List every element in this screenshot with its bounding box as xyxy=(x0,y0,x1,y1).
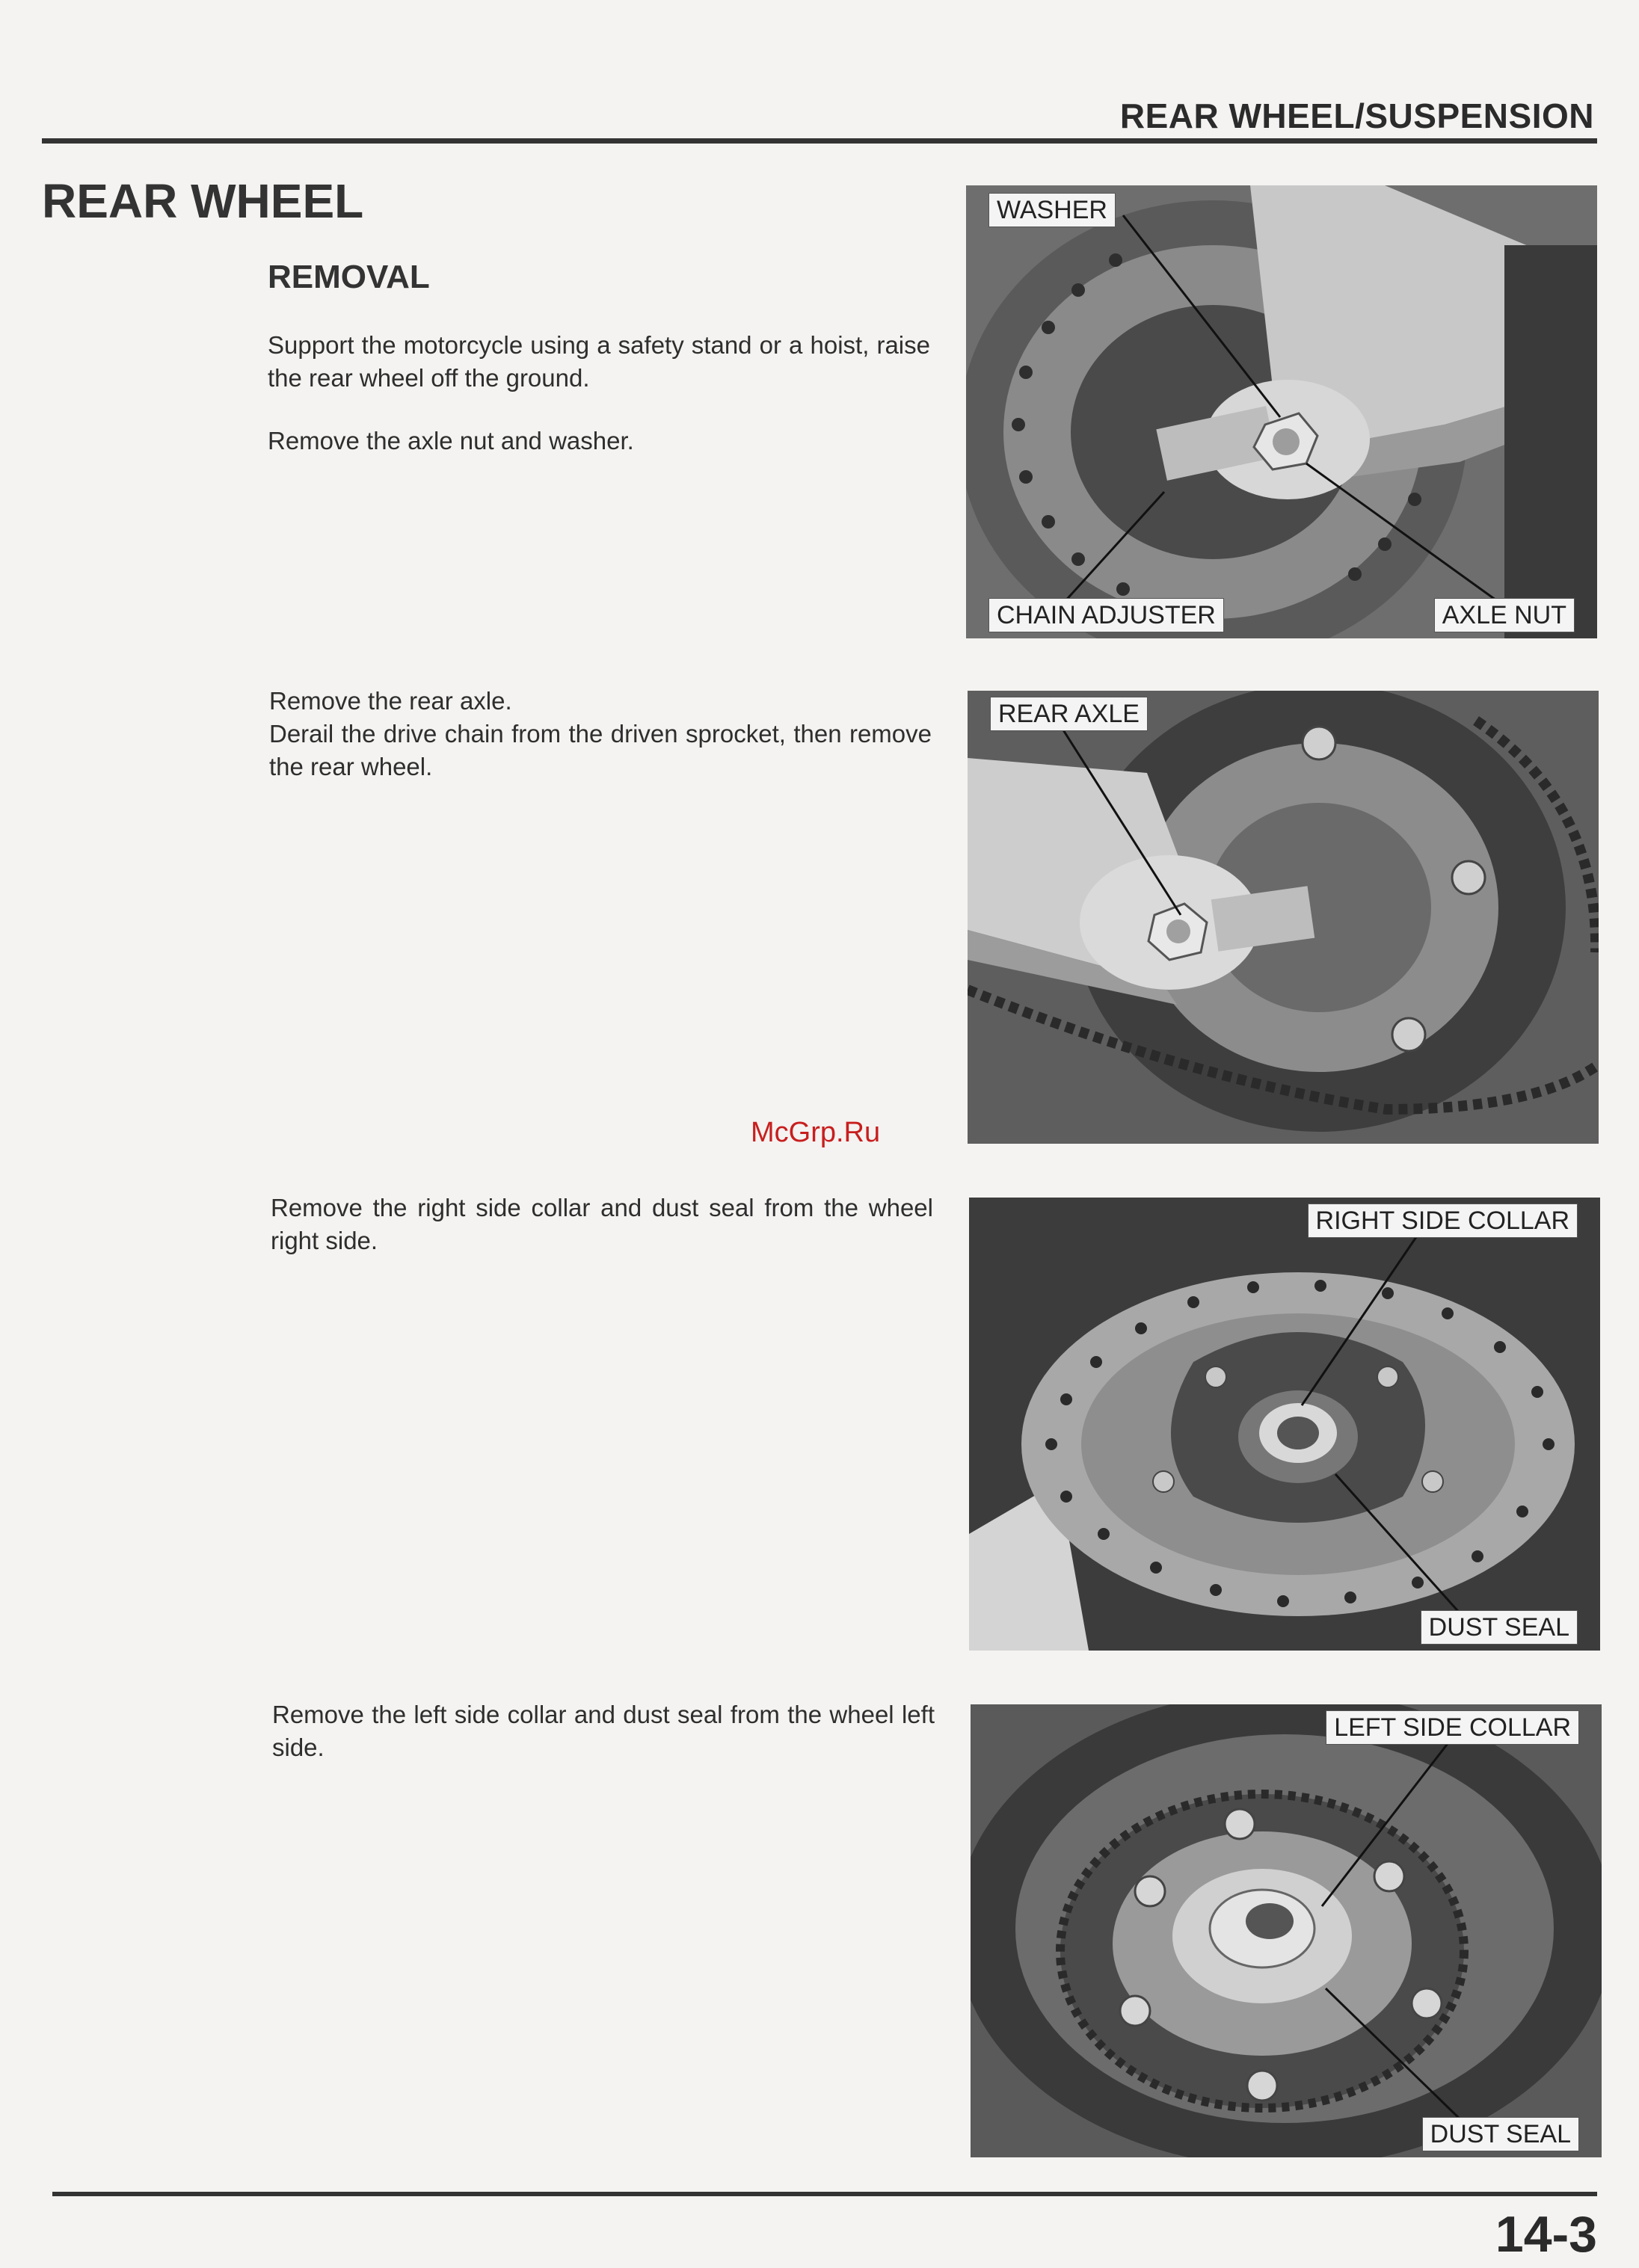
page-number: 14-3 xyxy=(1495,2206,1597,2263)
watermark: McGrp.Ru xyxy=(751,1117,881,1148)
step-1-text xyxy=(268,329,930,457)
label-chain-adjuster: CHAIN ADJUSTER xyxy=(988,598,1224,632)
step-3-paragraph-1: Remove the right side collar and dust seal from the wheel right side. xyxy=(271,1194,933,1254)
label-dust-seal-left: DUST SEAL xyxy=(1422,2117,1579,2151)
photo-axle-nut xyxy=(966,185,1597,638)
photo-rear-axle xyxy=(968,691,1599,1144)
photo-axle-nut-illustration xyxy=(966,185,1597,638)
step-2-paragraph-1: Remove the rear axle. xyxy=(269,687,512,715)
photo-right-side-collar-illustration xyxy=(969,1198,1600,1651)
label-rear-axle: REAR AXLE xyxy=(990,697,1148,731)
label-right-side-collar: RIGHT SIDE COLLAR xyxy=(1308,1204,1578,1238)
step-2-text xyxy=(269,685,932,783)
section-subtitle: REMOVAL xyxy=(268,259,430,295)
step-3-text xyxy=(271,1192,933,1257)
page-title: REAR WHEEL xyxy=(42,174,364,228)
step-1-paragraph-1: Support the motorcycle using a safety stand or a hoist, raise the rear wheel off the ground. xyxy=(268,331,930,392)
step-4-text xyxy=(272,1698,935,1764)
footer-rule xyxy=(52,2192,1597,2196)
photo-left-side-collar xyxy=(971,1704,1602,2157)
step-2-paragraph-2: Derail the drive chain from the driven sprocket, then remove the rear wheel. xyxy=(269,720,932,780)
step-4-paragraph-1: Remove the left side collar and dust seal from the wheel left side. xyxy=(272,1701,935,1761)
step-1-paragraph-2: Remove the axle nut and washer. xyxy=(268,427,634,454)
label-left-side-collar: LEFT SIDE COLLAR xyxy=(1326,1710,1579,1745)
label-washer: WASHER xyxy=(988,193,1116,227)
photo-left-side-collar-illustration xyxy=(971,1704,1602,2157)
header-section-title: REAR WHEEL/SUSPENSION xyxy=(1119,96,1594,135)
photo-rear-axle-illustration xyxy=(968,691,1599,1144)
label-dust-seal-right: DUST SEAL xyxy=(1421,1610,1578,1645)
label-axle-nut: AXLE NUT xyxy=(1434,598,1575,632)
header-rule xyxy=(42,138,1597,144)
photo-right-side-collar xyxy=(969,1198,1600,1651)
